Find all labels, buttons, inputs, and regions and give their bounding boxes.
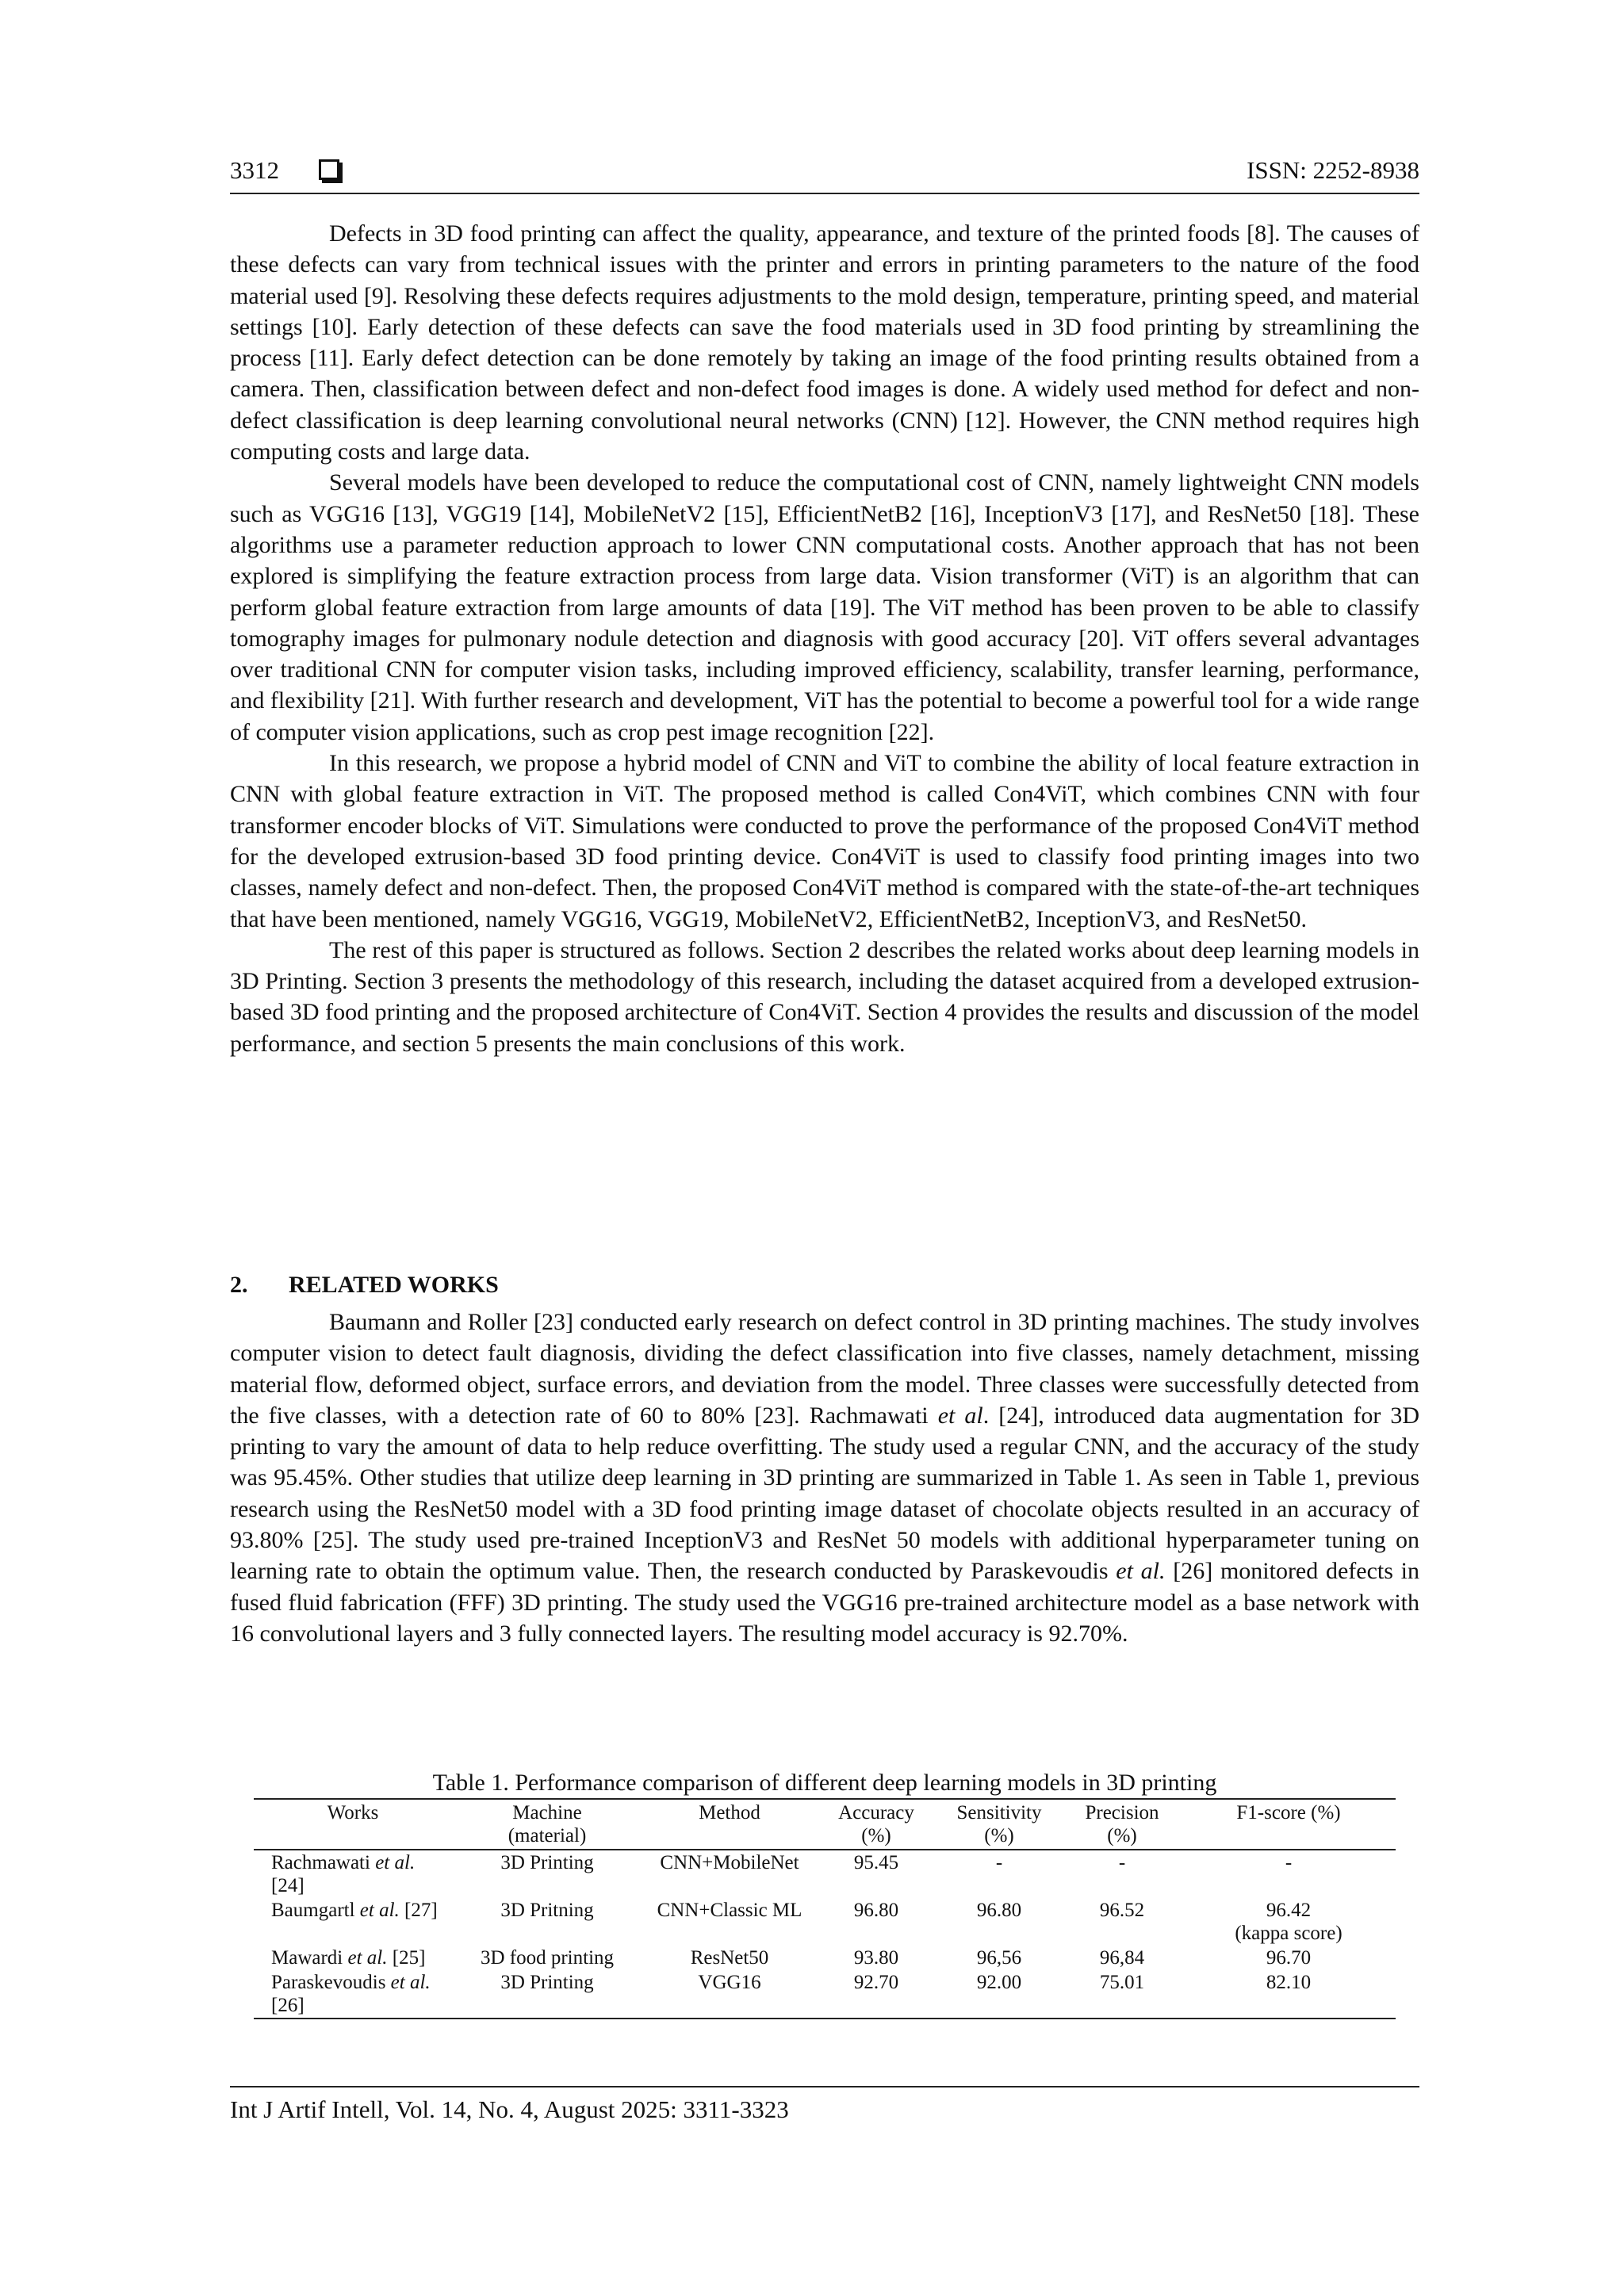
related-works-body [230, 1307, 1419, 1649]
table-row [254, 1898, 1396, 1946]
cell-machine: 3D Printing [452, 1970, 642, 2019]
table-caption: Table 1. Performance comparison of different deep learning models in 3D printing [432, 1770, 1217, 1796]
text-run: . [24], introduced data augmentation for 3D printing to vary the amount of data to help reduce overfitting. The study used a regular CNN, and the accuracy of the study was 95.45%. Other studies that utilize deep learning in 3D printing are summarized in Table 1. As seen in Table 1, previous research using the ResNet50 model with a 3D food printing image dataset of chocolate objects resulted in an accuracy of 93.80% [25]. The study used pre-trained InceptionV3 and ResNet 50 models with additional hyperparameter tuning on learning rate to obtain the optimum value. Then, the research conducted by Paraskevoudis [230, 1402, 1419, 1585]
cell-f1: 96.70 [1266, 1947, 1312, 1969]
paragraph: Defects in 3D food printing can affect the quality, appearance, and texture of the printed foods [8]. The causes of these defects can vary from technical issues with the printer and errors in printing parameters to the nature of the food material used [9]. Resolving these defects requires adjustments to the mold design, temperature, printing speed, and material settings [10]. Early detection of these defects can save the food materials used in 3D food printing by streamlining the process [11]. Early defect detection can be done remotely by taking an image of the food printing results obtained from a camera. Then, classification between defect and non-defect food images is done. A widely used method for defect and non-defect classification is deep learning convolutional neural networks (CNN) [12]. However, the CNN method requires high computing costs and large data. [230, 220, 1419, 465]
cell-machine: 3D Pritning [500, 1900, 594, 1921]
table-row [254, 1946, 1396, 1970]
italic-text: et al [937, 1402, 983, 1429]
paragraph [230, 1307, 1419, 1649]
section-title: RELATED WORKS [289, 1272, 499, 1298]
cell-sensitivity: - [995, 1852, 1003, 1873]
cell-accuracy: 95.45 [853, 1852, 899, 1873]
paragraph: The rest of this paper is structured as follows. Section 2 describes the related works about deep learning models in 3D Printing. Section 3 presents the methodology of this research, including the dataset acquired from a developed extrusion-based 3D food printing and the proposed architecture of Con4ViT. Section 4 provides the results and discussion of the model performance, and section 5 presents the main conclusions of this work. [230, 936, 1419, 1057]
cell-precision: 75.01 [1063, 1970, 1182, 2019]
cell-method: ResNet50 [690, 1947, 769, 1969]
cell-precision: 96.52 [1099, 1900, 1145, 1921]
col-header: Machine (material) [452, 1799, 642, 1850]
cell-sensitivity: 96,56 [976, 1947, 1022, 1969]
cell-accuracy: 96.80 [853, 1900, 899, 1921]
col-header: Method [642, 1799, 817, 1850]
cell-precision: - [1118, 1852, 1126, 1873]
section-number: 2. [230, 1272, 248, 1298]
cell-method: VGG16 [642, 1970, 817, 2019]
col-header: F1-score (%) [1182, 1799, 1396, 1850]
cell-works: Paraskevoudis et al. [26] [254, 1970, 452, 2019]
square-bullet-icon [319, 159, 339, 180]
performance-table [254, 1798, 1396, 2019]
cell-f1: 82.10 [1182, 1970, 1396, 2019]
table-row [254, 1970, 1396, 2019]
cell-method: CNN+Classic ML [657, 1900, 802, 1921]
paragraph: Several models have been developed to reduce the computational cost of CNN, namely lightweight CNN models such as VGG16 [13], VGG19 [14], MobileNetV2 [15], EfficientNetB2 [16], InceptionV3 [17], and ResNet50 [18]. These algorithms use a parameter reduction approach to lower CNN computational costs. Another approach that has not been explored is simplifying the feature extraction process from large data. Vision transformer (ViT) is an algorithm that can perform global feature extraction from large amounts of data [19]. The ViT method has been proven to be able to classify tomography images for pulmonary nodule detection and diagnosis with good accuracy [20]. ViT offers several advantages over traditional CNN for computer vision tasks, including improved efficiency, scalability, transfer learning, performance, and flexibility [21]. With further research and development, ViT has the potential to become a powerful tool for a wide range of computer vision applications, such as crop pest image recognition [22]. [230, 469, 1419, 745]
table-row [254, 1850, 1396, 1898]
cell-machine: 3D Printing [500, 1852, 594, 1873]
cell-machine: 3D food printing [480, 1947, 615, 1969]
section-heading [230, 1272, 499, 1299]
cell-sensitivity: 96.80 [976, 1900, 1022, 1921]
text-run: Baumann and Roller [23] conducted early research on defect control in 3D printing machines. The study involves computer vision to detect fault diagnosis, dividing the defect classification into five classes, namely detachment, missing material flow, deformed object, surface errors, and deviation from the model. Three classes were successfully detected from the five classes, with a detection rate of 60 to 80% [23]. Rachmawati [230, 1309, 1419, 1429]
intro-body [230, 218, 1419, 1059]
col-header: Works [254, 1799, 452, 1850]
page-header [230, 153, 1419, 194]
issn: ISSN: 2252-8938 [1247, 156, 1419, 184]
page-footer: Int J Artif Intell, Vol. 14, No. 4, August 2025: 3311-3323 [230, 2086, 1419, 2124]
cell-works: Mawardi et al. [25] [271, 1947, 426, 1969]
cell-precision: 96,84 [1099, 1947, 1145, 1969]
cell-f1: 96.42 (kappa score) [1235, 1900, 1342, 1944]
col-header: Precision (%) [1063, 1799, 1182, 1850]
cell-accuracy: 92.70 [817, 1970, 936, 2019]
text-run: [26] monitored defects in fused fluid fabrication (FFF) 3D printing. The study used the VGG16 pre-trained architecture model as a base network with 16 convolutional layers and 3 fully connected layers. The resulting model accuracy is 92.70%. [230, 1558, 1419, 1647]
col-header: Accuracy (%) [817, 1799, 936, 1850]
cell-f1: - [1285, 1852, 1293, 1873]
cell-method: CNN+MobileNet [660, 1852, 799, 1873]
paragraph: In this research, we propose a hybrid model of CNN and ViT to combine the ability of local feature extraction in CNN with global feature extraction in ViT. The proposed method is called Con4ViT, which combines CNN with four transformer encoder blocks of ViT. Simulations were conducted to prove the performance of the proposed Con4ViT method for the developed extrusion-based 3D food printing device. Con4ViT is used to classify food printing images into two classes, namely defect and non-defect. Then, the proposed Con4ViT method is compared with the state-of-the-art techniques that have been mentioned, namely VGG16, VGG19, MobileNetV2, EfficientNetB2, InceptionV3, and ResNet50. [230, 750, 1419, 932]
cell-accuracy: 93.80 [853, 1947, 899, 1969]
col-header: Sensitivity (%) [936, 1799, 1063, 1850]
table-header-row [254, 1799, 1396, 1850]
page-number: 3312 [230, 156, 279, 184]
italic-text: et al. [1116, 1558, 1166, 1585]
cell-works: Rachmawati et al. [24] [271, 1852, 416, 1896]
cell-works: Baumgartl et al. [27] [271, 1900, 438, 1921]
cell-sensitivity: 92.00 [936, 1970, 1063, 2019]
